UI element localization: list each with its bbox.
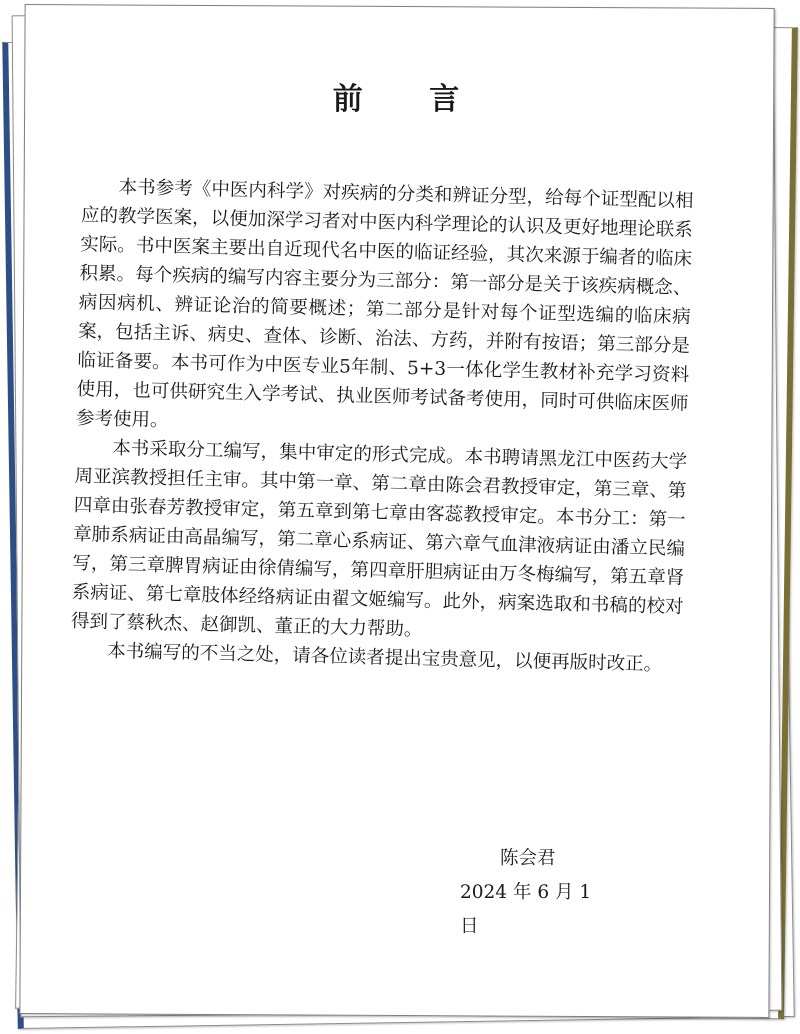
preface-page — [22, 6, 770, 1014]
preface-body — [70, 172, 694, 680]
page-title: 前 言 — [332, 82, 488, 117]
paragraph: 本书参考《中医内科学》对疾病的分类和辨证分型，给每个证型配以相应的教学医案，以便加深学习者对中医内科学理论的认识及更好地理论联系实际。书中医案主要出自近现代名中医的临证经验，其次来源于编者的临床积累。每个疾病的编写内容主要分为三部分：第一部分是关于该疾病概念、病因病机、辨证论治的简要概述；第二部分是针对每个证型选编的临床病案，包括主诉、病史、查体、诊断、治法、方药，并附有按语；第三部分是临证备要。本书可作为中医专业5年制、5+3一体化学生教材补充学习资料使用，也可供研究生入学考试、执业医师考试备考使用，同时可供临床医师参考使用。 — [75, 176, 694, 432]
signature-block — [460, 842, 610, 944]
paragraph: 本书采取分工编写，集中审定的形式完成。本书聘请黑龙江中医药大学周亚滨教授担任主审。其中第一章、第二章由陈会君教授审定，第三章、第四章由张春芳教授审定，第五章到第七章由客蕊教授审定。本书分工：第一章肺系病证由高晶编写，第二章心系病证、第六章气血津液病证由潘立民编写，第三章脾胃病证由徐倩编写，第四章肝胆病证由万冬梅编写，第五章肾系病证、第七章肢体经络病证由翟文姬编写。此外，病案选取和书稿的校对得到了蔡秋杰、赵御凯、董正的大力帮助。 — [70, 437, 688, 641]
signature-date: 2024 年 6 月 1 日 — [460, 882, 592, 937]
paragraph: 本书编写的不当之处，请各位读者提出宝贵意见，以便再版时改正。 — [107, 640, 663, 676]
author-name: 陈会君 — [500, 848, 556, 869]
